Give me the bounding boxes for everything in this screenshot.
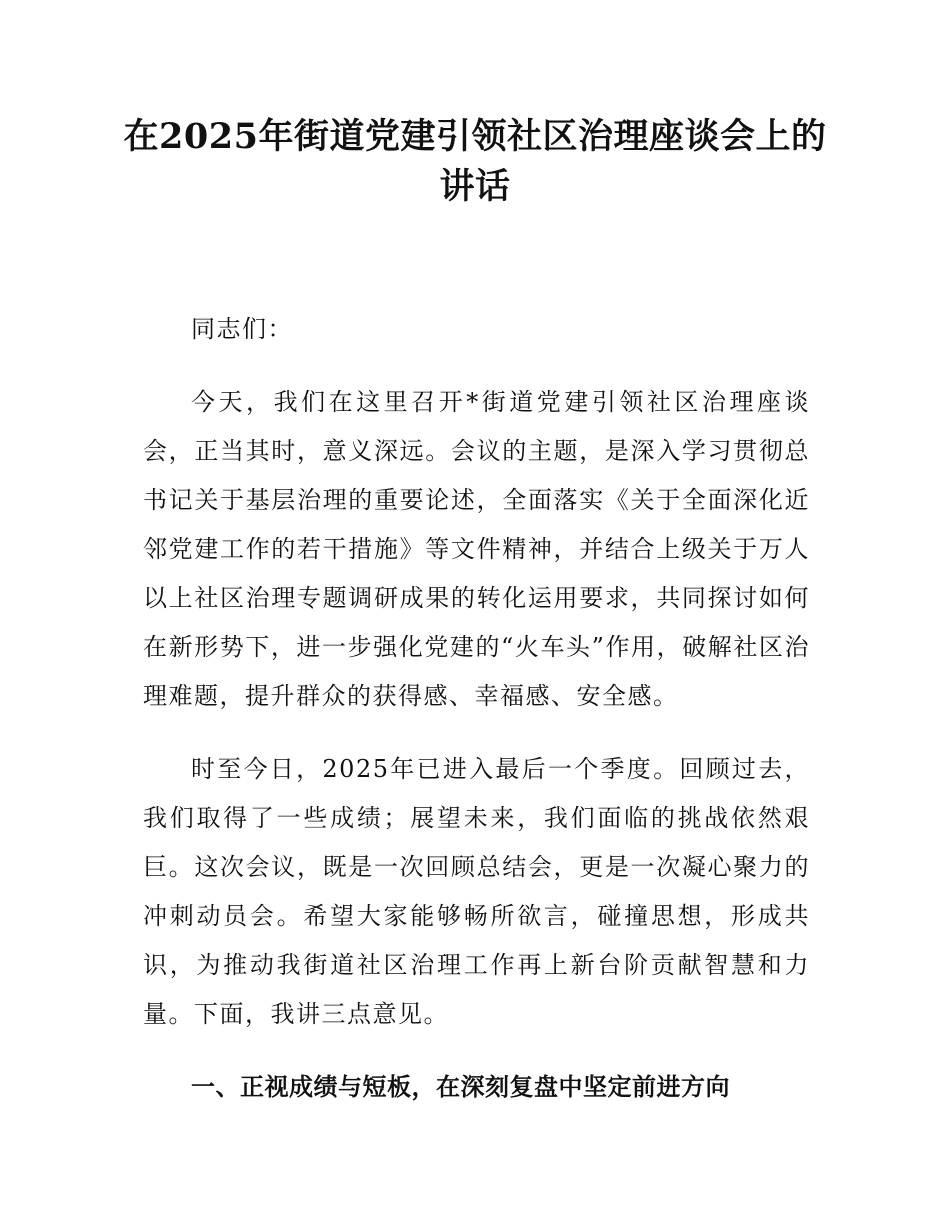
paragraph-1: 今天，我们在这里召开*街道党建引领社区治理座谈会，正当其时，意义深远。会议的主题，是深入学习贯彻总书记关于基层治理的重要论述，全面落实《关于全面深化近邻党建工作的若干措施》等文件精神，并结合上级关于万人以上社区治理专题调研成果的转化运用要求，共同探讨如何在新形势下，进一步强化党建的“火车头”作用，破解社区治理难题，提升群众的获得感、幸福感、安全感。 [143, 388, 810, 710]
document-title: 在2025年街道党建引领社区治理座谈会上的讲话 [123, 116, 827, 207]
paragraph-2: 时至今日，2025年已进入最后一个季度。回顾过去，我们取得了一些成绩；展望未来，我们面临的挑战依然艰巨。这次会议，既是一次回顾总结会，更是一次凝心聚力的冲刺动员会。希望大家能够畅所欲言，碰撞思想，形成共识，为推动我街道社区治理工作再上新台阶贡献智慧和力量。下面，我讲三点意见。 [143, 755, 810, 1028]
section-heading: 一、正视成绩与短板，在深刻复盘中坚定前进方向 [191, 1073, 730, 1101]
greeting: 同志们： [191, 315, 293, 343]
document-body [143, 305, 810, 1136]
